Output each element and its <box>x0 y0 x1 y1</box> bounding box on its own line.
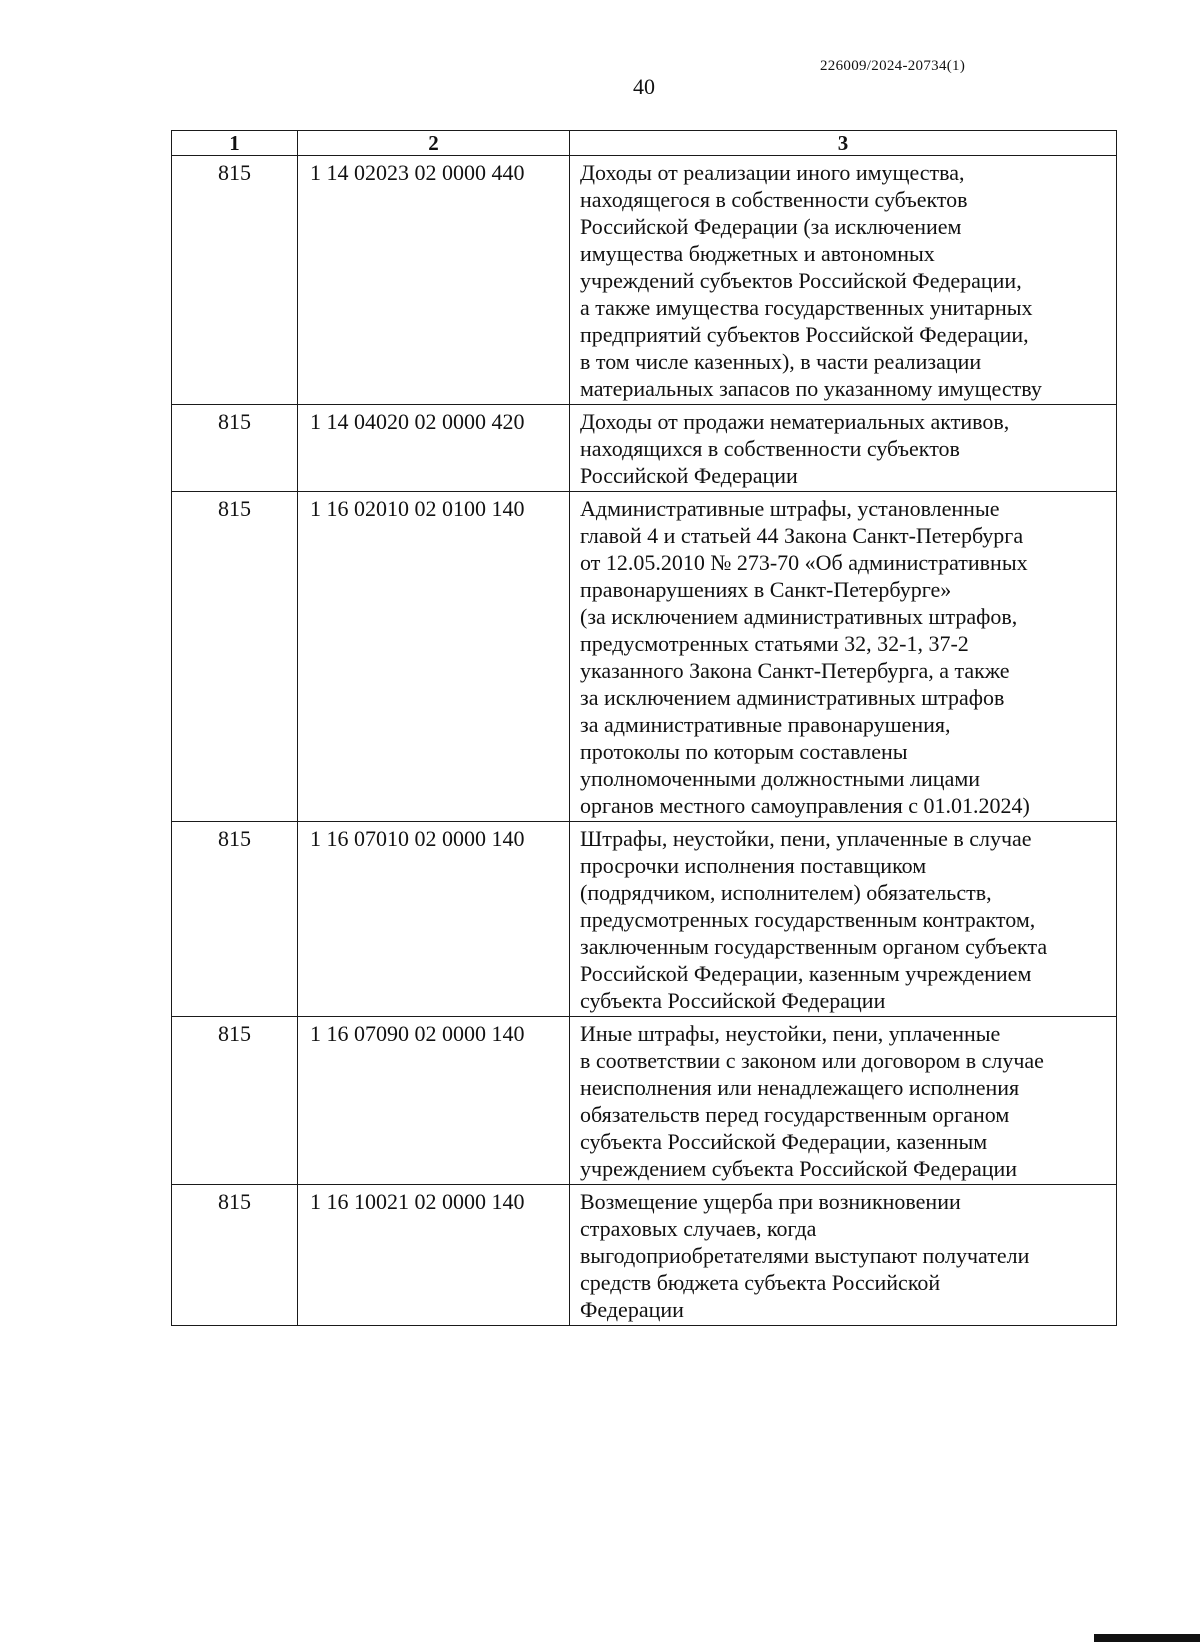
admin-code-cell: 815 <box>172 822 298 1017</box>
table-row <box>172 1017 1117 1185</box>
column-header-2: 2 <box>298 131 570 156</box>
budget-codes-table <box>171 130 1117 1326</box>
income-description-cell: Возмещение ущерба при возникновении страховых случаев, когда выгодоприобретателями выступают получатели средств бюджета субъекта Российской Федерации <box>570 1185 1117 1326</box>
budget-classification-code-cell: 1 16 10021 02 0000 140 <box>298 1185 570 1326</box>
table-row <box>172 156 1117 405</box>
column-header-3: 3 <box>570 131 1117 156</box>
table-row <box>172 822 1117 1017</box>
budget-classification-code-cell: 1 16 02010 02 0100 140 <box>298 492 570 822</box>
admin-code-cell: 815 <box>172 1017 298 1185</box>
income-description-cell: Доходы от реализации иного имущества, находящегося в собственности субъектов Российской Федерации (за исключением имущества бюджетных и автономных учреждений субъектов Российской Федерации, а также имущества государственных унитарных предприятий субъектов Российской Федерации, в том числе казенных), в части реализации материальных запасов по указанному имуществу <box>570 156 1117 405</box>
document-registration-number: 226009/2024-20734(1) <box>820 58 966 74</box>
budget-classification-code-cell: 1 16 07010 02 0000 140 <box>298 822 570 1017</box>
table-row <box>172 1185 1117 1326</box>
budget-classification-code-cell: 1 14 02023 02 0000 440 <box>298 156 570 405</box>
admin-code-cell: 815 <box>172 405 298 492</box>
admin-code-cell: 815 <box>172 1185 298 1326</box>
income-description-cell: Иные штрафы, неустойки, пени, уплаченные в соответствии с законом или договором в случае неисполнения или ненадлежащего исполнения обязательств перед государственным органом субъекта Российской Федерации, казенным учреждением субъекта Российской Федерации <box>570 1017 1117 1185</box>
admin-code-cell: 815 <box>172 492 298 822</box>
budget-classification-code-cell: 1 14 04020 02 0000 420 <box>298 405 570 492</box>
table-row <box>172 405 1117 492</box>
page-number: 40 <box>633 74 655 99</box>
scan-edge-mark <box>1094 1634 1200 1642</box>
table-row <box>172 492 1117 822</box>
income-description-cell: Штрафы, неустойки, пени, уплаченные в случае просрочки исполнения поставщиком (подрядчиком, исполнителем) обязательств, предусмотренных государственным контрактом, заключенным государственным органом субъекта Российской Федерации, казенным учреждением субъекта Российской Федерации <box>570 822 1117 1017</box>
income-description-cell: Доходы от продажи нематериальных активов, находящихся в собственности субъектов Российской Федерации <box>570 405 1117 492</box>
budget-classification-code-cell: 1 16 07090 02 0000 140 <box>298 1017 570 1185</box>
admin-code-cell: 815 <box>172 156 298 405</box>
column-header-1: 1 <box>172 131 298 156</box>
table-header-row <box>172 131 1117 156</box>
income-description-cell: Административные штрафы, установленные главой 4 и статьей 44 Закона Санкт-Петербурга от 12.05.2010 № 273-70 «Об административных правонарушениях в Санкт-Петербурге» (за исключением административных штрафов, предусмотренных статьями 32, 32-1, 37-2 указанного Закона Санкт-Петербурга, а также за исключением административных штрафов за административные правонарушения, протоколы по которым составлены уполномоченными должностными лицами органов местного самоуправления с 01.01.2024) <box>570 492 1117 822</box>
